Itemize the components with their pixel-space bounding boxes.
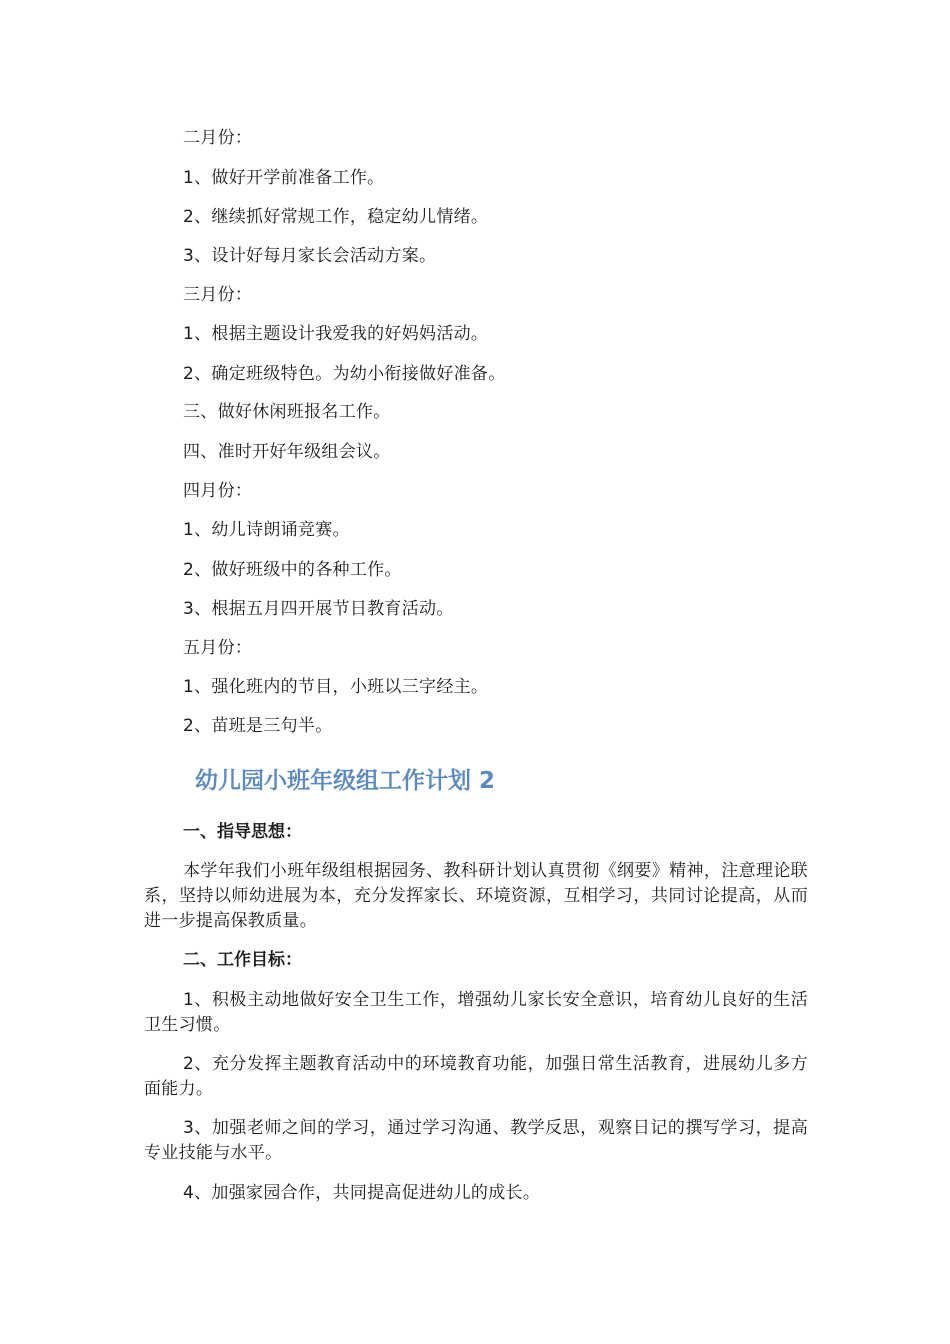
month-heading-april: 四月份：: [183, 481, 253, 501]
list-item: 2、做好班级中的各种工作。: [183, 560, 402, 580]
month-heading-may: 五月份：: [183, 638, 253, 658]
goal-item: 4、加强家园合作，共同提高促进幼儿的成长。: [183, 1183, 541, 1203]
goal-item: 3、加强老师之间的学习，通过学习沟通、教学反思，观察日记的撰写学习，提高专业技能与水平。: [144, 1118, 808, 1163]
month-heading-february: 二月份：: [183, 128, 253, 148]
list-item: 2、苗班是三句半。: [183, 716, 333, 736]
month-heading-march: 三月份：: [183, 285, 253, 305]
list-item: 2、确定班级特色。为幼小衔接做好准备。: [183, 364, 506, 384]
section-heading-guiding-thought: 一、指导思想：: [183, 822, 302, 842]
list-item: 1、做好开学前准备工作。: [183, 168, 385, 188]
list-item: 1、幼儿诗朗诵竞赛。: [183, 520, 350, 540]
list-item: 四、准时开好年级组会议。: [183, 442, 391, 462]
document-title: 幼儿园小班年级组工作计划 2: [195, 768, 496, 794]
goal-item: 1、积极主动地做好安全卫生工作，增强幼儿家长安全意识，培育幼儿良好的生活卫生习惯。: [144, 990, 808, 1035]
list-item: 3、根据五月四开展节日教育活动。: [183, 599, 454, 619]
list-item: 2、继续抓好常规工作，稳定幼儿情绪。: [183, 207, 489, 227]
list-item: 1、根据主题设计我爱我的好妈妈活动。: [183, 324, 489, 344]
list-item: 三、做好休闲班报名工作。: [183, 402, 391, 422]
section-heading-work-goals: 二、工作目标：: [183, 950, 302, 970]
list-item: 3、设计好每月家长会活动方案。: [183, 246, 437, 266]
paragraph-guiding-thought: 本学年我们小班年级组根据园务、教科研计划认真贯彻《纲要》精神，注意理论联系，坚持以师幼进展为本，充分发挥家长、环境资源，互相学习，共同讨论提高，从而进一步提高保教质量。: [144, 861, 808, 931]
goal-item: 2、充分发挥主题教育活动中的环境教育功能，加强日常生活教育，进展幼儿多方面能力。: [144, 1054, 808, 1099]
list-item: 1、强化班内的节目，小班以三字经主。: [183, 677, 489, 697]
